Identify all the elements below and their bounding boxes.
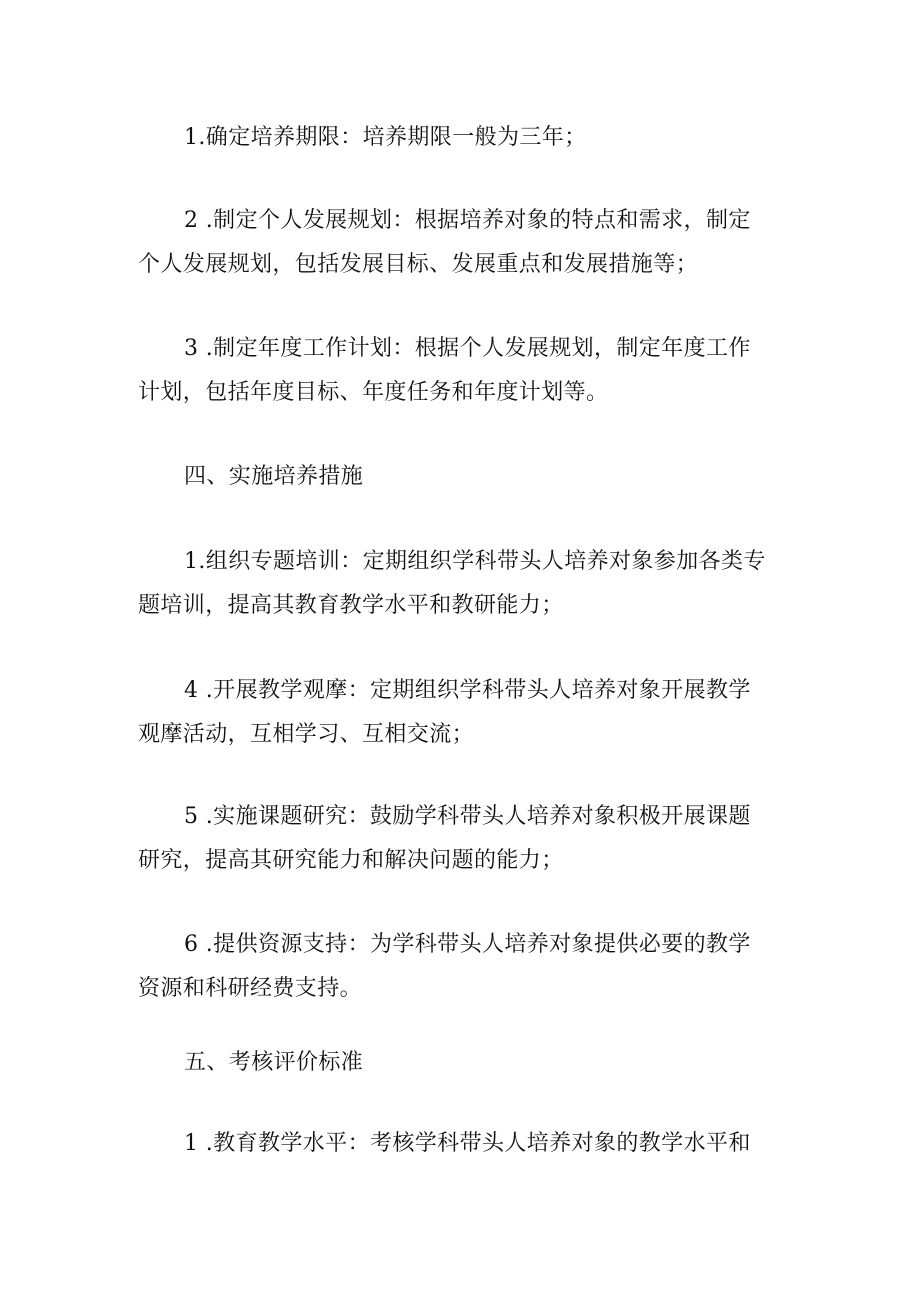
text-line: 2 .制定个人发展规划：根据培养对象的特点和需求，制定 (184, 208, 751, 233)
item-teaching-level (138, 1122, 788, 1166)
item-annual-work-plan (138, 327, 788, 415)
text-line: 3 .制定年度工作计划：根据个人发展规划，制定年度工作 (184, 336, 751, 361)
text-line: 题培训，提高其教育教学水平和教研能力； (138, 593, 564, 618)
section-heading-implementation: 四、实施培养措施 (184, 464, 364, 489)
text-line: 1.确定培养期限：培养期限一般为三年； (184, 125, 587, 150)
text-line: 观摩活动，互相学习、互相交流； (138, 722, 475, 747)
text-line: 5 .实施课题研究：鼓励学科带头人培养对象积极开展课题 (184, 804, 751, 829)
text-line: 1 .教育教学水平：考核学科带头人培养对象的教学水平和 (184, 1131, 751, 1156)
item-special-training (138, 540, 788, 628)
section-heading-evaluation: 五、考核评价标准 (184, 1050, 364, 1075)
text-line: 资源和科研经费支持。 (138, 976, 363, 1001)
text-line: 6 .提供资源支持：为学科带头人培养对象提供必要的教学 (184, 932, 751, 957)
item-teaching-observation (138, 669, 788, 757)
text-line: 1.组织专题培训：定期组织学科带头人培养对象参加各类专 (184, 549, 766, 574)
item-research-project (138, 795, 788, 883)
text-line: 个人发展规划，包括发展目标、发展重点和发展措施等； (138, 252, 699, 277)
text-line: 研究，提高其研究能力和解决问题的能力； (138, 848, 564, 873)
text-line: 4 .开展教学观摩：定期组织学科带头人培养对象开展教学 (184, 678, 751, 703)
item-resource-support (138, 923, 788, 1011)
item-personal-development-plan (138, 199, 788, 287)
text-line: 计划，包括年度目标、年度任务和年度计划等。 (138, 380, 609, 405)
item-determine-training-period (138, 116, 788, 160)
